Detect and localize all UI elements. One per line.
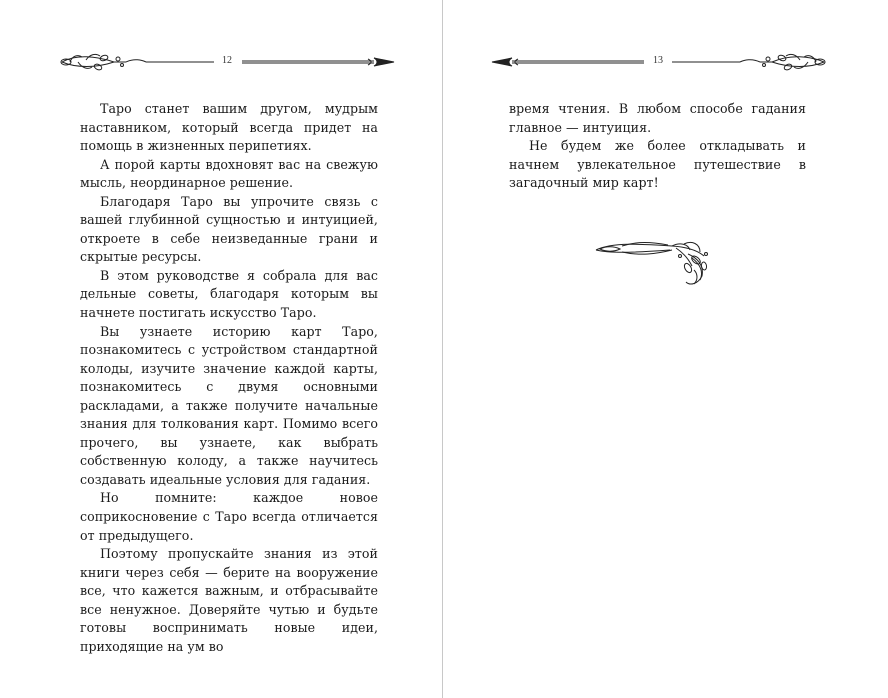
paragraph: А порой карты вдохновят вас на свежую мысль, неординарное решение. — [80, 156, 378, 191]
left-page-text — [80, 100, 378, 656]
paragraph: Благодаря Таро вы упрочите связь с вашей глубинной сущностью и интуицией, откроете в себе неизведанные грани и скрытые ресурсы. — [80, 193, 378, 265]
paragraph: Не будем же более откладывать и начнем увлекательное путешествие в загадочный мир карт! — [509, 138, 806, 191]
paragraph: Вы узнаете историю карт Таро, познакомитесь с устройством стандартной колоды, изучите значение каждой карты, познакомитесь с двумя основными раскладами, а также получите начальные знания для толкования карт. Помимо всего прочего, вы узнаете, как выбрать собственную колоду, а также научитесь создавать идеальные условия для гадания. — [80, 323, 378, 487]
right-page-number: 13 — [653, 55, 663, 66]
paragraph: В этом руководстве я собрала для вас дельные советы, благодаря которым вы начнете постигать искусство Таро. — [80, 267, 378, 321]
paragraph: Таро станет вашим другом, мудрым наставником, который всегда придет на помощь в жизненных перипетиях. — [80, 101, 378, 154]
floral-end-ornament-icon — [592, 236, 724, 292]
right-page-text — [509, 100, 806, 193]
paragraph: время чтения. В любом способе гадания главное — интуиция. — [509, 101, 806, 135]
paragraph: Поэтому пропускайте знания из этой книги через себя — берите на вооружение все, что кажется важным, и отбрасывайте все ненужное. Доверяйте чутью и будьте готовы воспринимать новые идеи, приходящие на ум во — [80, 546, 378, 654]
left-page-number: 12 — [222, 55, 232, 66]
paragraph: Но помните: каждое новое соприкосновение с Таро всегда отличается от предыдущего. — [80, 490, 378, 543]
page-gutter — [442, 0, 443, 698]
